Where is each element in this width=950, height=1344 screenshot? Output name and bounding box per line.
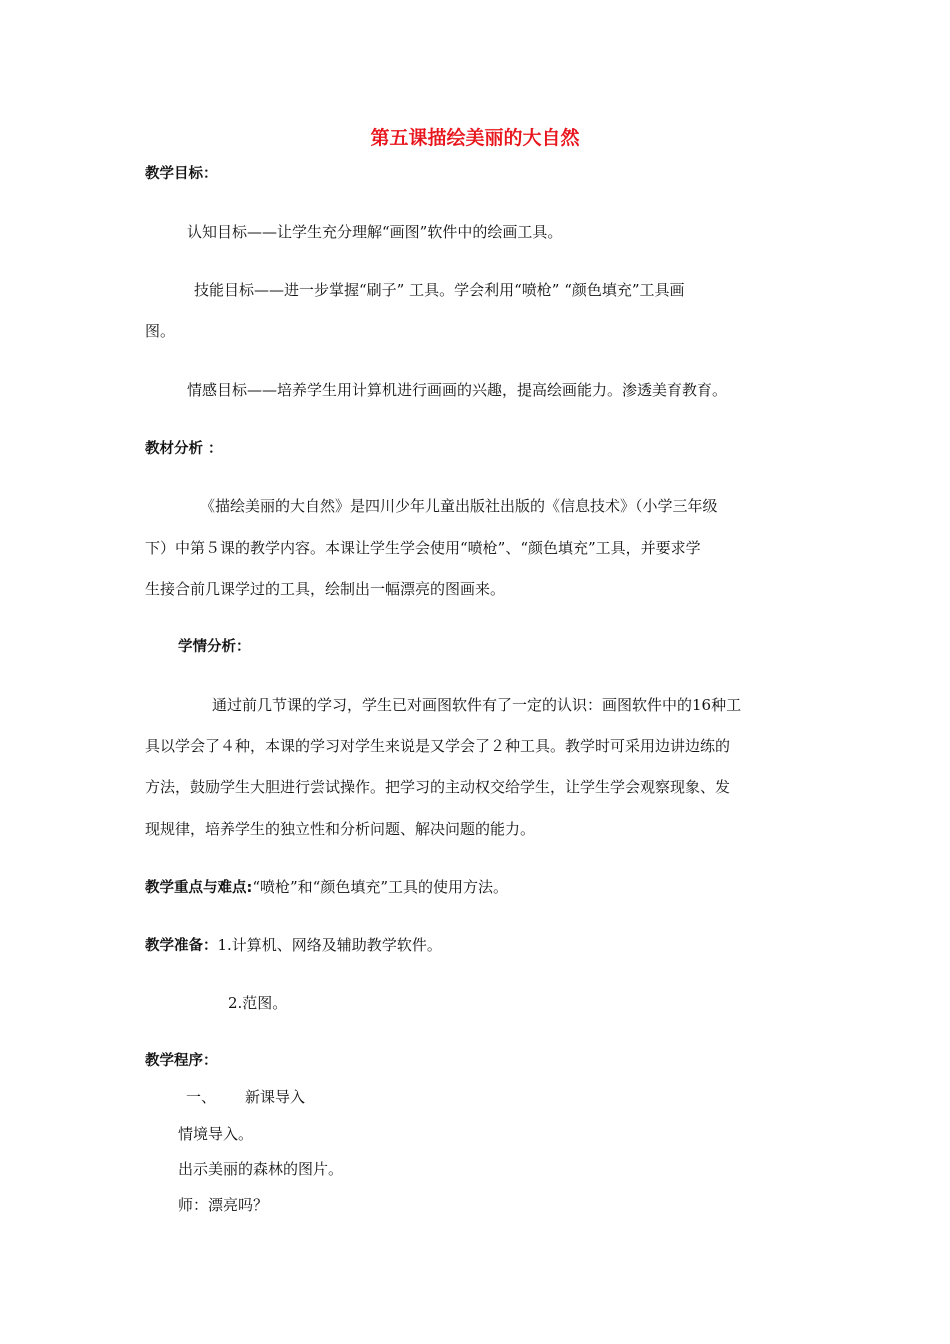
key-points-text: “喷枪”和“颜色填充”工具的使用方法。 [252,878,508,896]
student-analysis-line3: 方法，鼓励学生大胆进行尝试操作。把学习的主动权交给学生，让学生学会观察现象、发 [145,778,731,796]
objectives-heading: 教学目标： [145,166,218,182]
preparation-item1: 1.计算机、网络及辅助教学软件。 [217,936,442,954]
procedure-step1-title: 新课导入 [245,1088,306,1106]
document-title: 第五课描绘美丽的大自然 [370,127,580,149]
preparation-item2: 2.范图。 [228,994,288,1012]
objective-emotion: 情感目标——培养学生用计算机进行画画的兴趣，提高绘画能力。渗透美育教育。 [187,381,728,399]
material-analysis-line2: 下）中第５课的教学内容。本课让学生学会使用“喷枪”、“颜色填充”工具，并要求学 [145,539,701,557]
student-analysis-heading: 学情分析： [178,639,251,655]
procedure-line3: 师：漂亮吗？ [178,1196,269,1214]
preparation-label: 教学准备： [145,938,218,954]
preparation-line [145,934,442,957]
procedure-heading: 教学程序： [145,1053,218,1069]
objective-skill-line1: 技能目标——进一步掌握“刷子” 工具。学会利用“喷枪” “颜色填充”工具画 [194,281,685,299]
key-points-label: 教学重点与难点: [145,880,253,896]
objective-cognitive: 认知目标——让学生充分理解“画图”软件中的绘画工具。 [187,223,563,241]
objective-skill-line2: 图。 [145,322,176,340]
material-analysis-line3: 生接合前几课学过的工具，绘制出一幅漂亮的图画来。 [145,580,506,598]
procedure-line2: 出示美丽的森林的图片。 [178,1160,344,1178]
material-analysis-line1: 《描绘美丽的大自然》是四川少年儿童出版社出版的《信息技术》（小学三年级 [200,497,718,515]
student-analysis-line1: 通过前几节课的学习，学生已对画图软件有了一定的认识：画图软件中的16种工 [212,696,742,714]
material-analysis-heading: 教材分析 ： [145,441,223,457]
procedure-line1: 情境导入。 [178,1125,254,1143]
student-analysis-line4: 现规律，培养学生的独立性和分析问题、解决问题的能力。 [145,820,536,838]
key-points-line [145,876,508,899]
procedure-step1-number: 一、 [186,1088,217,1106]
student-analysis-line2: 具以学会了４种，本课的学习对学生来说是又学会了２种工具。教学时可采用边讲边练的 [145,737,731,755]
